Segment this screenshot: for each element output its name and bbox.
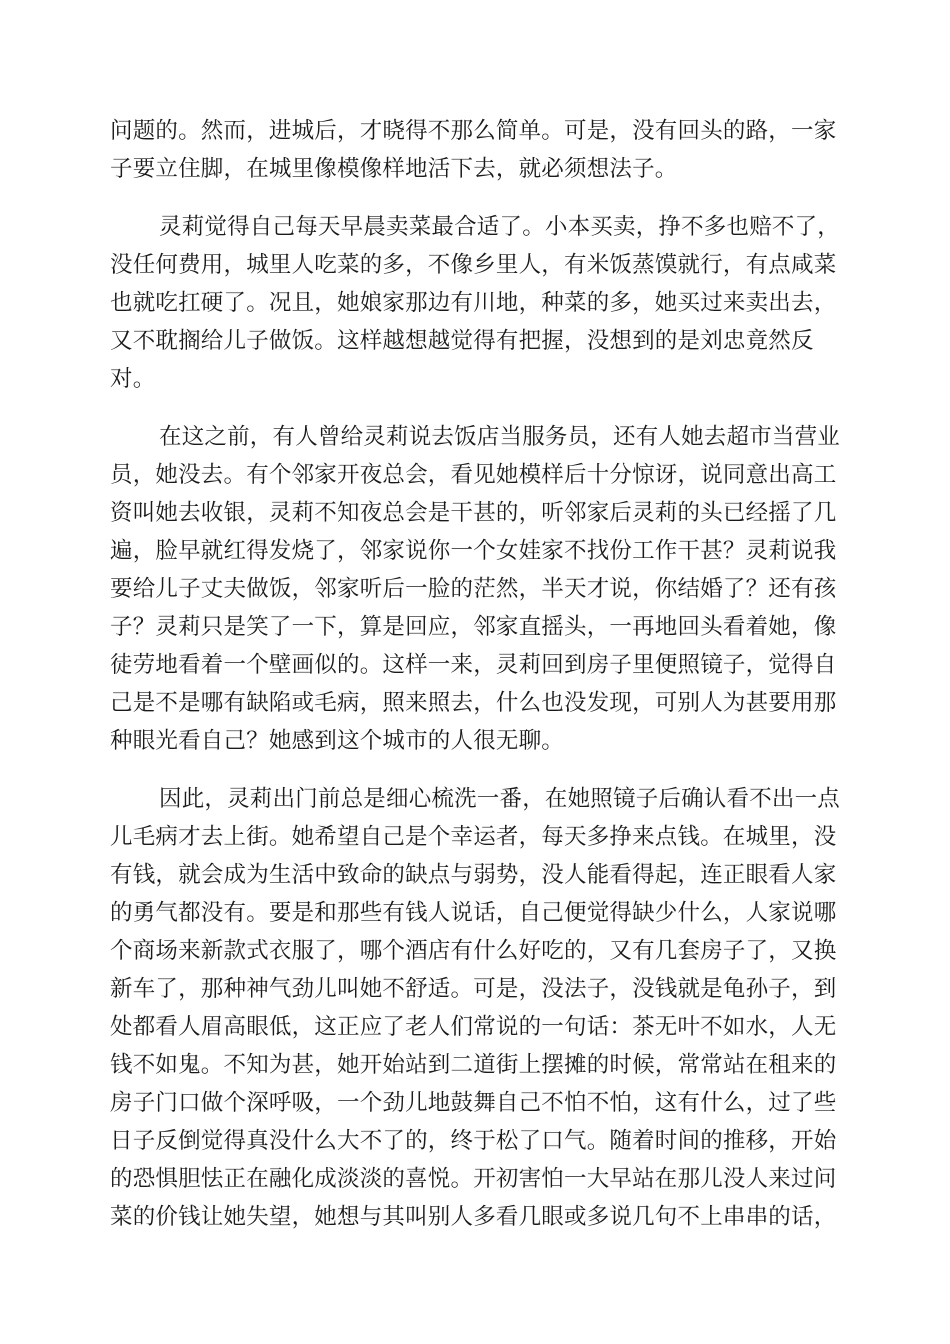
paragraph-3 <box>110 418 842 760</box>
paragraph-4 <box>110 780 842 1236</box>
text-line: 灵莉觉得自己每天早晨卖菜最合适了。小本买卖，挣不多也赔不了， <box>159 214 841 240</box>
text-line: 儿毛病才去上街。她希望自己是个幸运者，每天多挣来点钱。在城里，没 <box>110 824 837 850</box>
text-line: 又不耽搁给儿子做饭。这样越想越觉得有把握，没想到的是刘忠竟然反 <box>110 328 814 354</box>
text-line: 日子反倒觉得真没什么大不了的，终于松了口气。随着时间的推移，开始 <box>110 1128 837 1154</box>
text-line: 己是不是哪有缺陷或毛病，照来照去，什么也没发现，可别人为甚要用那 <box>110 690 837 716</box>
text-line: 房子门口做个深呼吸，一个劲儿地鼓舞自己不怕不怕，这有什么，过了些 <box>110 1090 837 1116</box>
text-line: 的恐惧胆怯正在融化成淡淡的喜悦。开初害怕一大早站在那儿没人来过问 <box>110 1166 837 1192</box>
text-line: 有钱，就会成为生活中致命的缺点与弱势，没人能看得起，连正眼看人家 <box>110 862 837 888</box>
text-line: 员，她没去。有个邻家开夜总会，看见她模样后十分惊讶，说同意出高工 <box>110 462 837 488</box>
text-line: 子要立住脚，在城里像模像样地活下去，就必须想法子。 <box>110 156 678 182</box>
text-line: 菜的价钱让她失望，她想与其叫别人多看几眼或多说几句不上串串的话， <box>110 1204 837 1230</box>
text-line: 问题的。然而，进城后，才晓得不那么简单。可是，没有回头的路，一家 <box>110 118 837 144</box>
text-line: 资叫她去收银，灵莉不知夜总会是干甚的，听邻家后灵莉的头已经摇了几 <box>110 500 837 526</box>
text-line: 在这之前，有人曾给灵莉说去饭店当服务员，还有人她去超市当营业 <box>159 424 841 450</box>
body-text <box>110 112 842 1256</box>
text-line: 没任何费用，城里人吃菜的多，不像乡里人，有米饭蒸馍就行，有点咸菜 <box>110 252 837 278</box>
text-line: 徒劳地看着一个壁画似的。这样一来，灵莉回到房子里便照镜子，觉得自 <box>110 652 837 678</box>
text-line: 子？灵莉只是笑了一下，算是回应，邻家直摇头，一再地回头看着她，像 <box>110 614 837 640</box>
text-line: 的勇气都没有。要是和那些有钱人说话，自己便觉得缺少什么，人家说哪 <box>110 900 837 926</box>
text-line: 处都看人眉高眼低，这正应了老人们常说的一句话：茶无叶不如水，人无 <box>110 1014 837 1040</box>
paragraph-2 <box>110 208 842 398</box>
text-line: 因此，灵莉出门前总是细心梳洗一番，在她照镜子后确认看不出一点 <box>159 786 841 812</box>
paragraph-1 <box>110 112 842 188</box>
text-line: 要给儿子丈夫做饭，邻家听后一脸的茫然，半天才说，你结婚了？还有孩 <box>110 576 837 602</box>
text-line: 也就吃扛硬了。况且，她娘家那边有川地，种菜的多，她买过来卖出去， <box>110 290 837 316</box>
text-line: 种眼光看自己？她感到这个城市的人很无聊。 <box>110 728 565 754</box>
text-line: 新车了，那种神气劲儿叫她不舒适。可是，没法子，没钱就是龟孙子，到 <box>110 976 837 1002</box>
text-line: 个商场来新款式衣服了，哪个酒店有什么好吃的，又有几套房子了，又换 <box>110 938 837 964</box>
text-line: 遍，脸早就红得发烧了，邻家说你一个女娃家不找份工作干甚？灵莉说我 <box>110 538 837 564</box>
text-line: 钱不如鬼。不知为甚，她开始站到二道街上摆摊的时候，常常站在租来的 <box>110 1052 837 1078</box>
text-line: 对。 <box>110 366 156 392</box>
